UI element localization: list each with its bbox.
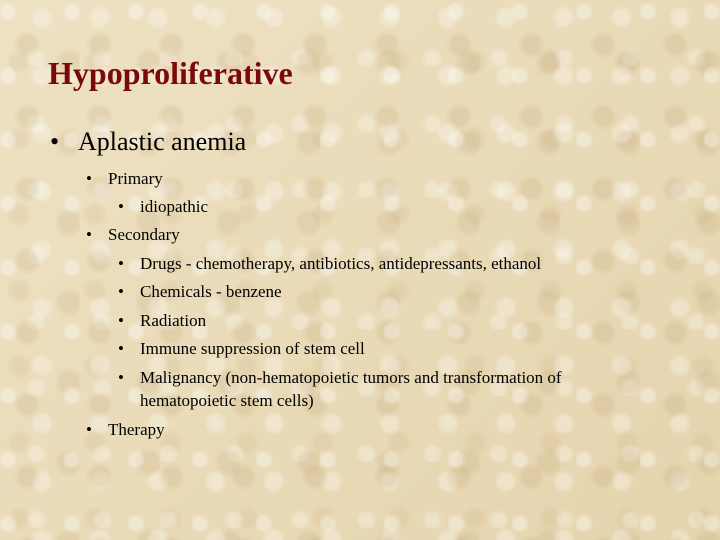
bullet-drugs	[118, 252, 580, 275]
slide-title: Hypoproliferative	[48, 55, 293, 91]
slide-content	[50, 126, 680, 441]
bullet-text: idiopathic	[140, 196, 208, 216]
bullet-dot: •	[118, 253, 124, 273]
bullet-immune-suppression	[118, 337, 580, 360]
bullet-aplastic-anemia	[50, 126, 680, 159]
bullet-text: Secondary	[108, 225, 180, 245]
bullet-primary	[86, 167, 680, 190]
bullet-text: Therapy	[108, 419, 165, 439]
bullet-dot: •	[118, 310, 124, 330]
bullet-dot: •	[86, 168, 92, 188]
bullet-dot: •	[86, 419, 92, 439]
bullet-therapy	[86, 418, 680, 441]
bullet-text: Radiation	[140, 310, 207, 330]
bullet-text: Immune suppression of stem cell	[140, 339, 365, 359]
bullet-text: Aplastic anemia	[78, 127, 247, 156]
bullet-malignancy	[118, 366, 580, 413]
bullet-dot: •	[50, 127, 60, 156]
bullet-dot: •	[86, 225, 92, 245]
bullet-dot: •	[118, 339, 124, 359]
bullet-chemicals	[118, 280, 580, 303]
bullet-radiation	[118, 309, 580, 332]
bullet-dot: •	[118, 282, 124, 302]
bullet-idiopathic	[118, 195, 580, 218]
bullet-text: Primary	[108, 168, 163, 188]
bullet-secondary	[86, 223, 680, 246]
bullet-text: Chemicals - benzene	[140, 282, 282, 302]
bullet-dot: •	[118, 367, 124, 387]
bullet-text: Malignancy (non-hematopoietic tumors and transformation of hematopoietic stem cells)	[140, 367, 562, 411]
bullet-text: Drugs - chemotherapy, antibiotics, antidepressants, ethanol	[140, 253, 542, 273]
bullet-dot: •	[118, 196, 124, 216]
